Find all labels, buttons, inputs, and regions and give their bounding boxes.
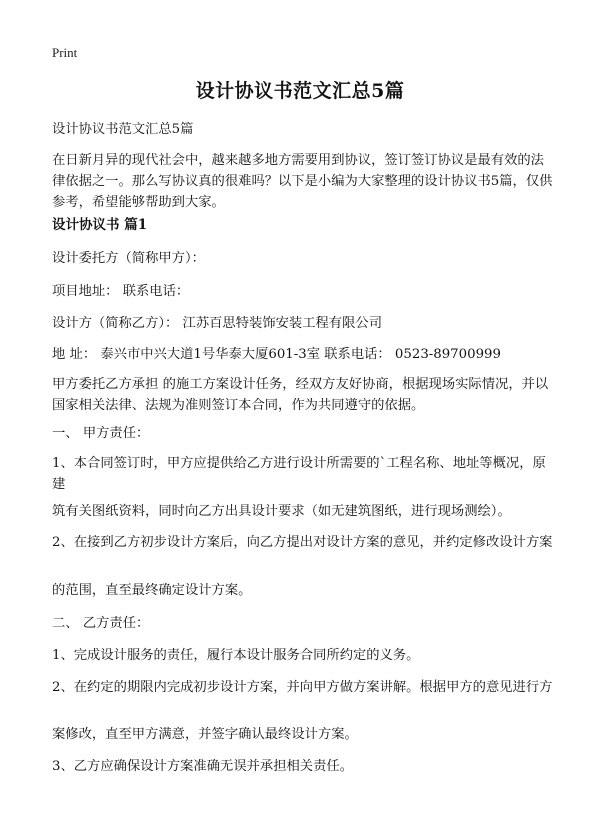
section-heading-1: 设计协议书 篇1	[52, 217, 148, 233]
party-b-item-2-continued: 案修改，直至甲方满意，并签字确认最终设计方案。	[52, 727, 358, 742]
commission-paragraph: 甲方委托乙方承担 的施工方案设计任务，经双方友好协商，根据现场实际情况，并以国家相关法律、法规为准则签订本合同，作为共同遵守的依据。	[52, 377, 549, 413]
print-link[interactable]: Print	[52, 45, 78, 60]
party-b-item-2: 2、在约定的期限内完成初步设计方案，并向甲方做方案讲解。根据甲方的意见进行方	[52, 680, 553, 695]
designer-line: 设计方（简称乙方）： 江苏百思特装饰安装工程有限公司	[52, 316, 382, 331]
client-line: 设计委托方（简称甲方）：	[52, 251, 205, 266]
party-b-item-3: 3、乙方应确保设计方案准确无误并承担相关责任。	[52, 759, 353, 774]
party-b-heading: 二、 乙方责任：	[52, 616, 150, 631]
party-a-item-1-continued: 筑有关图纸资料，同时向乙方出具设计要求（如无建筑图纸，进行现场测绘）。	[52, 504, 511, 519]
party-a-item-2-continued: 的范围，直至最终确定设计方案。	[52, 583, 252, 598]
party-b-item-1: 1、完成设计服务的责任，履行本设计服务合同所约定的义务。	[52, 648, 420, 663]
address-line: 地 址： 泰兴市中兴大道1号华泰大厦601-3室 联系电话： 0523-89700999	[52, 347, 501, 362]
document-title: 设计协议书范文汇总5篇	[195, 80, 405, 102]
document-subtitle: 设计协议书范文汇总5篇	[52, 122, 194, 137]
project-line: 项目地址： 联系电话：	[52, 284, 190, 299]
party-a-heading: 一、 甲方责任：	[52, 426, 150, 441]
intro-paragraph: 在日新月异的现代社会中，越来越多地方需要用到协议，签订签订协议是最有效的法律依据之一。那么写协议真的很难吗？以下是小编为大家整理的设计协议书5篇，仅供参考，希望能够帮助到大家。	[52, 153, 553, 210]
party-a-item-2: 2、在接到乙方初步设计方案后，向乙方提出对设计方案的意见，并约定修改设计方案	[52, 535, 553, 550]
party-a-item-1: 1、本合同签订时，甲方应提供给乙方进行设计所需要的`工程名称、地址等概况，原建	[52, 456, 546, 492]
